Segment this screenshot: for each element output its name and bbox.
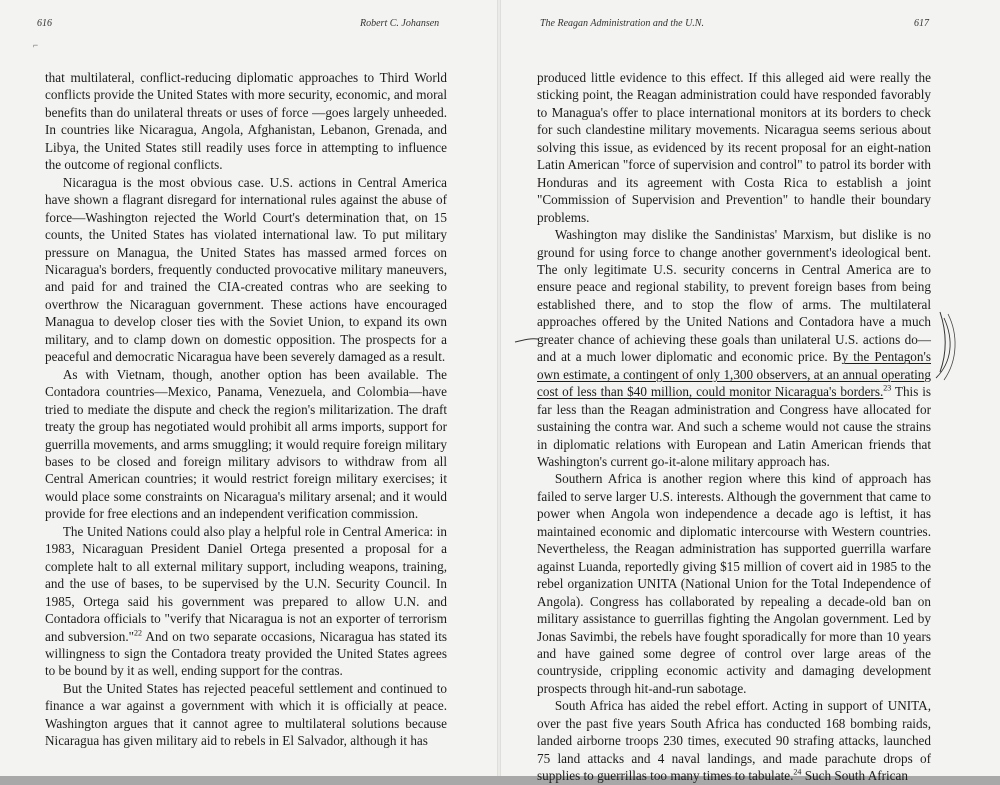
paragraph-text: Washington may dislike the Sandinistas' Marxism, but dislike is no ground for using force to change another government's ideological bent. The only legitimate U.S. security concerns in Central America are to ensure peace and regional stability, to prevent foreign bases from being established there, and to stop the flow of arms. The multilateral approaches offered by the United Nations and Contadora have a much greater chance of achieving these goals than unilateral U.S. actions do—and at a much lower diplomatic and economic price. B [537, 227, 931, 365]
paragraph [537, 697, 931, 784]
footnote-ref[interactable]: 23 [883, 383, 892, 393]
paragraph: produced little evidence to this effect. If this alleged aid were really the sticking point, the Reagan administration could have responded favorably to Managua's offer to place international monitors at its borders to check for such clandestine military movements. Nicaragua seems serious about solving this issue, as evidenced by its recent proposal for an eight-nation Latin American "force of supervision and control" to patrol its border with Honduras and its agreement with Costa Rica to establish a joint "Commission of Supervision and Prevention" to handle their boundary problems. [537, 70, 931, 225]
margin-line-1 [940, 312, 945, 372]
paragraph: that multilateral, conflict-reducing diplomatic approaches to Third World conflicts provide the United States with more security, economic, and moral benefits than do unilateral threats or uses of force —goes largely unheeded. In countries like Nicaragua, Angola, Afghanistan, Lebanon, Grenada, and Libya, the United States still readily uses force in attempting to influence the outcome of regional conflicts. [45, 70, 447, 173]
underlined-passage: y the Pentagon's own estimate, a contingent of only 1,300 observers, at an annual operating cost of less than $40 million, could monitor Nicaragua's borders. [537, 349, 932, 400]
paragraph-text: Such South African [801, 768, 908, 784]
paragraph-text: The United Nations could also play a helpful role in Central America: in 1983, Nicaraguan President Daniel Ortega presented a proposal for a complete halt to all external military support, including weapons, training, and the use of bases, to be supervised by the U.N. Security Council. In 1985, Ortega said his government was prepared to allow U.N. and Contadora officials to "verify that Nicaragua is not an exporter of terrorism and subversion." [45, 523, 447, 644]
stray-mark: ⌐ [33, 40, 39, 50]
pen-hook [515, 339, 538, 342]
book-gutter [497, 0, 501, 776]
paragraph-text: South Africa has aided the rebel effort. Acting in support of UNITA, over the past five years South Africa has conducted 168 bombing raids, landed airborne troops 230 times, executed 90 strafing attacks, launched 75 land attacks and 4 naval landings, and made parachute drops of supplies to guerrillas too many times to tabulate. [537, 698, 931, 784]
paragraph: But the United States has rejected peaceful settlement and continued to finance a war against a government with which it is officially at peace. Washington argues that it cannot agree to multilateral solutions because Nicaragua has given military aid to rebels in El Salvador, although it has [45, 680, 447, 749]
left-running-head: Robert C. Johansen [360, 18, 440, 29]
footnote-ref[interactable]: 24 [793, 767, 802, 777]
paragraph [45, 523, 447, 680]
paragraph: Nicaragua is the most obvious case. U.S. actions in Central America have shown a flagrant disregard for international rules against the abuse of force—Washington rejected the World Court's determination that, on 15 counts, the United States has violated international law. To put military pressure on Managua, the United States has massed armed forces on Nicaragua's borders, frequently conducted provocative military maneuvers, and paid for and trained the CIA-created contras who are seeking to overthrow the Nicaraguan government. These actions have encouraged Managua to develop closer ties with the Soviet Union, to expand its own military, and to clamp down on domestic opposition. The prospects for a peaceful and democratic Nicaragua have been severely damaged as a result. [45, 174, 447, 365]
footnote-ref[interactable]: 22 [134, 628, 143, 638]
right-page [537, 69, 931, 785]
paragraph: As with Vietnam, though, another option has been available. The Contadora countries—Mexico, Panama, Venezuela, and Colombia—have tried to mediate the dispute and check the region's militarization. The draft treaty the group has negotiated would prohibit all arms imports, support for guerrilla movements, and arms smuggling; it would require foreign military bases to be closed and foreign military advisors to withdraw from all Central American countries; it would restrict foreign military exercises; it would place some constraints on Nicaragua's military arsenal; and it would provide for free elections and an independent verification commission. [45, 366, 447, 522]
paragraph [537, 226, 931, 470]
left-folio: 616 [37, 18, 52, 29]
paragraph: Southern Africa is another region where this kind of approach has failed to serve larger U.S. interests. Although the government that came to power when Angola won independence a decade ago is leftist, it has maintained economic and diplomatic intercourse with Western countries. Nevertheless, the Reagan administration has supported guerrilla warfare against Luanda, reportedly giving $15 million of covert aid in 1985 to the rebel organization UNITA (National Union for the Total Independence of Angola). Congress has collaborated by repealing a decade-old ban on military assistance to guerrillas fighting the Angolan government. Led by Jonas Savimbi, the rebels have fought sporadically for more than 10 years and have gained some degree of control over large areas of the countryside, crippling economic activity and damaging development prospects through hit-and-run sabotage. [537, 471, 931, 696]
left-page [45, 69, 447, 750]
paragraph-text: This is far less than the Reagan administration and Congress have allocated for sustaining the contra war. And such a scheme would not cause the strains in diplomatic relations with European and Latin American friends that Washington's current go-it-alone military approach has. [537, 384, 931, 469]
paragraph-text: And on two separate occasions, Nicaragua has stated its willingness to sign the Contadora treaty provided the United States agrees to be bound by it as well, ending support for the contras. [45, 628, 447, 679]
margin-line-2 [936, 318, 950, 378]
right-folio: 617 [914, 18, 929, 29]
right-running-head: The Reagan Administration and the U.N. [540, 18, 704, 29]
margin-line-3 [944, 314, 955, 380]
